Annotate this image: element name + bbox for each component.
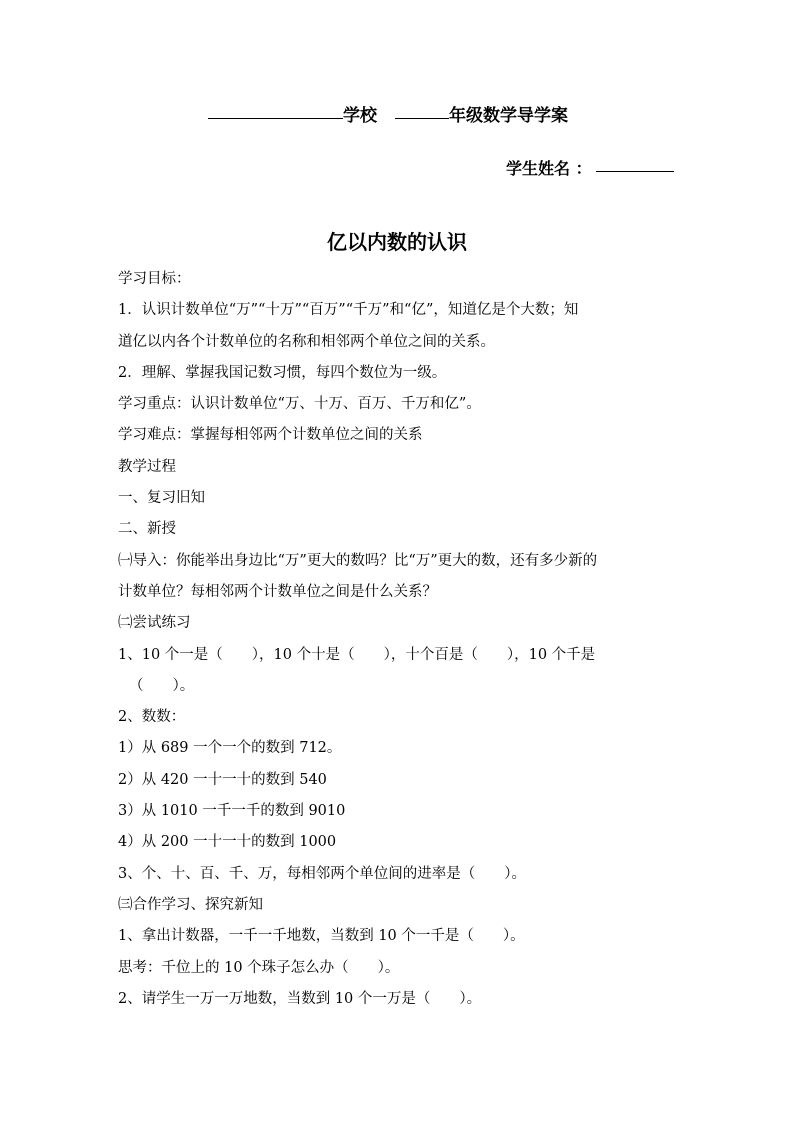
text-line: ㈢合作学习、探究新知	[118, 896, 263, 913]
text-line: 1、10 个一是（ ），10 个十是（ ），十个百是（ ），10 个千是	[118, 646, 596, 663]
school-suffix: 学校	[343, 106, 377, 126]
text-line: 计数单位？每相邻两个计数单位之间是什么关系？	[118, 583, 437, 600]
text-line: 二、新授	[118, 521, 176, 538]
text-line: 1）从 689 一个一个的数到 712。	[118, 740, 342, 757]
page-title: 亿以内数的认识	[327, 230, 467, 254]
student-name-line	[506, 156, 674, 179]
header-line	[208, 101, 568, 126]
text-line: 学习难点：掌握每相邻两个计数单位之间的关系	[118, 427, 423, 444]
text-line: 3、个、十、百、千、万，每相邻两个单位间的进率是（ ）。	[118, 865, 526, 882]
text-line: （ ）。	[129, 677, 195, 694]
student-name-blank[interactable]	[596, 170, 674, 172]
text-line: 1．认识计数单位“万”“十万”“百万”“千万”和“亿”，知道亿是个大数；知	[118, 302, 579, 319]
text-line: 道亿以内各个计数单位的名称和相邻两个单位之间的关系。	[118, 333, 495, 350]
school-blank[interactable]	[208, 117, 343, 119]
text-line: 2．理解、掌握我国记数习惯，每四个数位为一级。	[118, 364, 447, 381]
text-line: 4）从 200 一十一十的数到 1000	[118, 834, 337, 851]
grade-suffix: 年级数学导学案	[449, 106, 568, 126]
text-line: 2）从 420 一十一十的数到 540	[118, 771, 327, 788]
text-line: ㈡尝试练习	[118, 615, 191, 632]
text-line: 3）从 1010 一千一千的数到 9010	[118, 803, 346, 820]
text-line: 2、数数：	[118, 709, 186, 726]
document-body	[118, 264, 676, 1015]
text-line: 2、请学生一万一万地数，当数到 10 个一万是（ ）。	[118, 990, 482, 1007]
text-line: 一、复习旧知	[118, 490, 205, 507]
text-line: 教学过程	[118, 458, 176, 475]
text-line: 学习重点：认识计数单位“万、十万、百万、千万和亿”。	[118, 396, 481, 413]
text-line: ㈠导入：你能举出身边比“万”更大的数吗？比“万”更大的数，还有多少新的	[118, 552, 598, 569]
text-line: 1、拿出计数器，一千一千地数，当数到 10 个一千是（ ）。	[118, 928, 525, 945]
student-name-label: 学生姓名 ：	[506, 159, 592, 178]
text-line: 思考：千位上的 10 个珠子怎么办（ ）。	[118, 959, 400, 976]
text-line: 学习目标：	[118, 271, 191, 287]
grade-blank[interactable]	[395, 117, 449, 119]
